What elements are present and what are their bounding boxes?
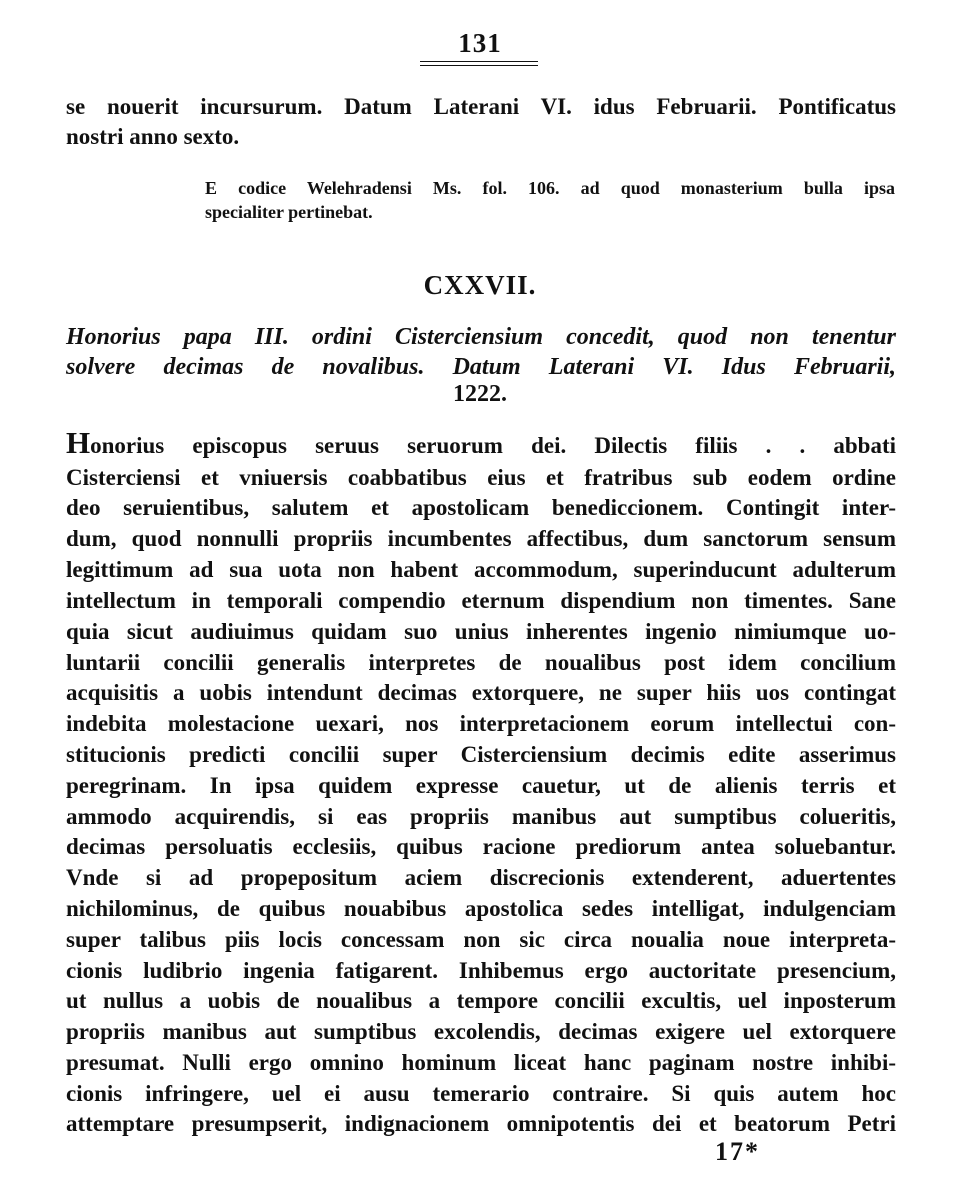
drop-capital: H (66, 425, 91, 460)
body-line: peregrinam. In ipsa quidem expresse cauetur, ut de alienis terris et (66, 773, 896, 798)
document-heading-line-1: Honorius papa III. ordini Cisterciensium concedit, quod non tenentur (66, 324, 896, 350)
page-number: 131 (458, 28, 502, 58)
body-line: indebita molestacione uexari, nos interpretacionem eorum intellectui con- (66, 711, 896, 736)
body-line: quia sicut audiuimus quidam suo unius inherentes ingenio nimiumque uo- (66, 619, 896, 644)
body-line: dum, quod nonnulli propriis incumbentes affectibus, dum sanctorum sensum (66, 526, 896, 551)
continuation-line-2: nostri anno sexto. (66, 124, 240, 149)
body-line: Cisterciensi et vniuersis coabbatibus eius et fratribus sub eodem ordine (66, 465, 896, 490)
body-line: stitucionis predicti concilii super Cisterciensium decimis edite asserimus (66, 742, 896, 767)
body-line: intellectum in temporali compendio eternum dispendium non timentes. Sane (66, 588, 896, 613)
body-line: acquisitis a uobis intendunt decimas extorquere, ne super hiis uos contingat (66, 680, 896, 705)
body-line: super talibus piis locis concessam non sic circa noualia noue interpreta- (66, 927, 896, 952)
document-number: CXXVII. (423, 270, 537, 300)
body-line: cionis ludibrio ingenia fatigarent. Inhibemus ergo auctoritate presencium, (66, 958, 896, 983)
body-line (66, 425, 896, 461)
body-line: propriis manibus aut sumptibus excolendis, decimas exigere uel extorquere (66, 1019, 896, 1044)
body-line: Vnde si ad propepositum aciem discrecionis extenderent, aduertentes (66, 865, 896, 890)
body-line: attemptare presumpserit, indignacionem omnipotentis dei et beatorum Petri (66, 1111, 896, 1136)
printer-signature: 17* (715, 1137, 760, 1166)
body-line: nichilominus, de quibus nouabibus apostolica sedes intelligat, indulgenciam (66, 896, 896, 921)
document-year: 1222. (453, 381, 507, 407)
body-line-text: onorius episcopus seruus seruorum dei. Dilectis filiis . . abbati (90, 433, 896, 458)
body-line: cionis infringere, uel ei ausu temerario contraire. Si quis autem hoc (66, 1081, 896, 1106)
source-note-line-2: specialiter pertinebat. (205, 202, 373, 222)
body-line: ammodo acquirendis, si eas propriis manibus aut sumptibus colueritis, (66, 804, 896, 829)
source-note-line-1: E codice Welehradensi Ms. fol. 106. ad quod monasterium bulla ipsa (205, 178, 895, 198)
body-line: legittimum ad sua uota non habent accommodum, superinducunt adulterum (66, 557, 896, 582)
body-line: decimas persoluatis ecclesiis, quibus racione prediorum antea soluebantur. (66, 834, 896, 859)
header-rule (420, 61, 538, 62)
body-line: ut nullus a uobis de noualibus a tempore concilii excultis, uel inposterum (66, 988, 896, 1013)
body-line: deo seruientibus, salutem et apostolicam benediccionem. Contingit inter- (66, 495, 896, 520)
body-line: luntarii concilii generalis interpretes de noualibus post idem concilium (66, 650, 896, 675)
body-line: presumat. Nulli ergo omnino hominum liceat hanc paginam nostre inhibi- (66, 1050, 896, 1075)
continuation-line-1: se nouerit incursurum. Datum Laterani VI. idus Februarii. Pontificatus (66, 94, 896, 119)
header-rule-lower (420, 65, 538, 66)
document-heading-line-2: solvere decimas de novalibus. Datum Laterani VI. Idus Februarii, (66, 354, 896, 380)
